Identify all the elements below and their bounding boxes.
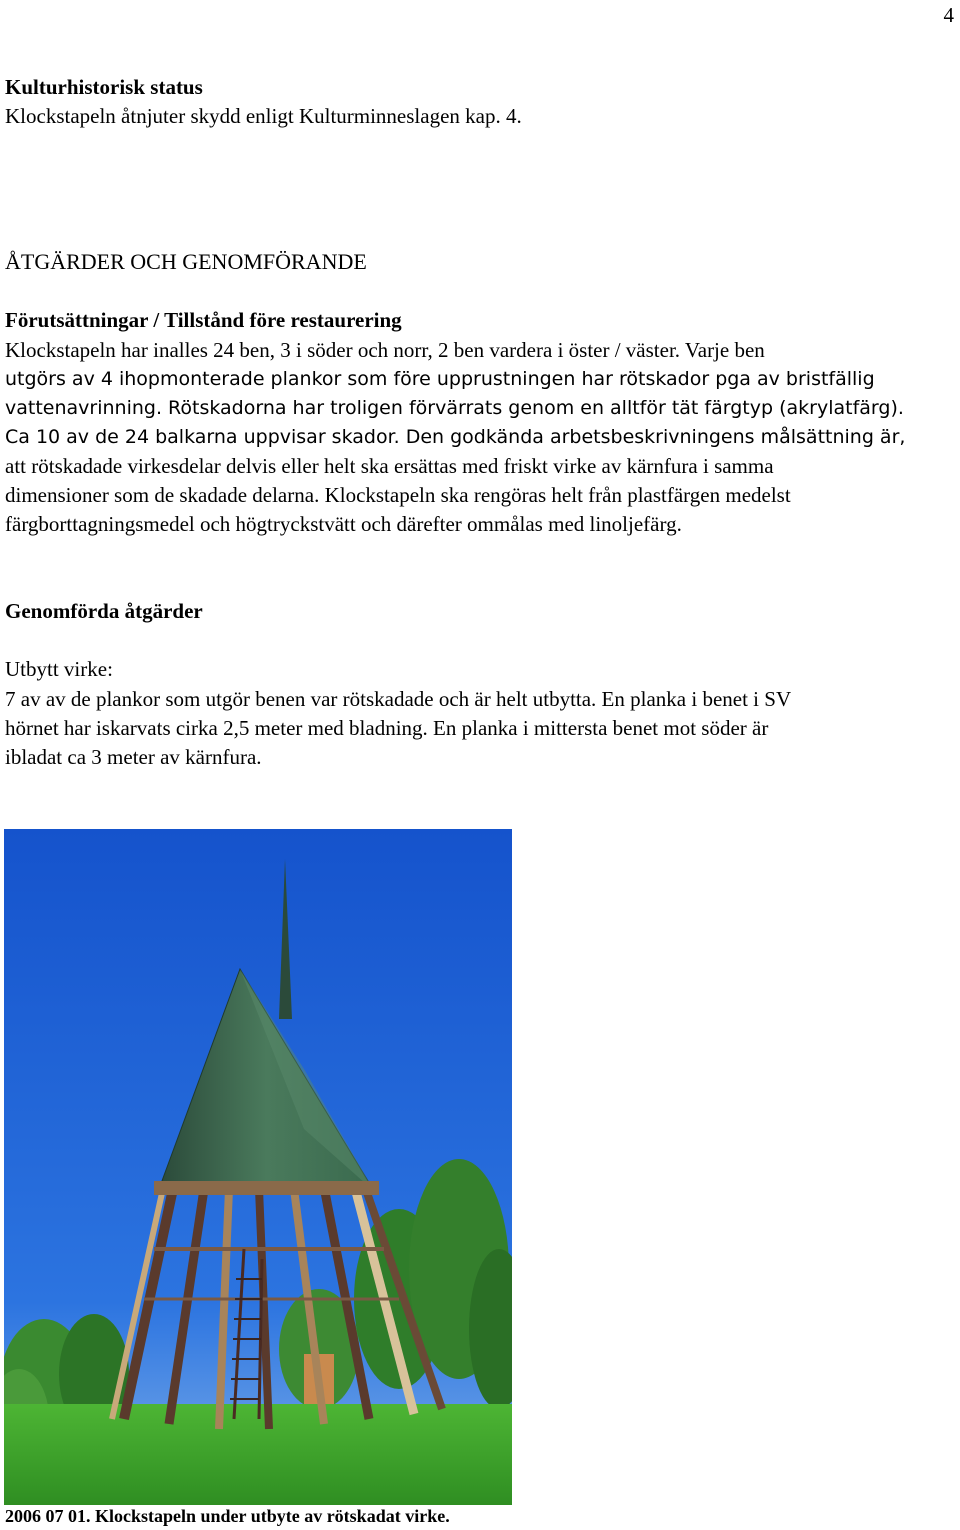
done-line: 7 av av de plankor som utgör benen var rötskadade och är helt utbytta. En planka i benet i SV (5, 687, 792, 711)
bell-tower-photo (4, 829, 512, 1505)
preconditions-line: Klockstapeln har inalles 24 ben, 3 i söder och norr, 2 ben vardera i öster / väster. Varje ben (5, 338, 765, 362)
preconditions-line: utgörs av 4 ihopmonterade plankor som före upprustningen har rötskador pga av bristfällig (5, 368, 875, 390)
done-heading: Genomförda åtgärder (5, 599, 203, 623)
preconditions-line: vattenavrinning. Rötskadorna har troligen förvärrats genom en alltför tät färgtyp (akrylatfärg). (5, 397, 904, 419)
photo-caption: 2006 07 01. Klockstapeln under utbyte av rötskadat virke. (5, 1506, 450, 1526)
grass (4, 1404, 512, 1505)
done-line: hörnet har iskarvats cirka 2,5 meter med bladning. En planka i mittersta benet mot söder är (5, 716, 769, 740)
status-heading: Kulturhistorisk status (5, 75, 203, 99)
preconditions-line: att rötskadade virkesdelar delvis eller helt ska ersättas med friskt virke av kärnfura i samma (5, 454, 774, 478)
preconditions-line (5, 423, 905, 452)
section-title: ÅTGÄRDER OCH GENOMFÖRANDE (5, 249, 367, 274)
preconditions-line: dimensioner som de skadade delarna. Klockstapeln ska rengöras helt från plastfärgen medelst (5, 483, 791, 507)
done-subheading: Utbytt virke: (5, 657, 113, 681)
preconditions-line-part: Ca 10 av de 24 balkarna uppvisar skador. Den godkända arbetsbeskrivningens målsättning är, (5, 426, 906, 448)
preconditions-line: färgborttagningsmedel och högtryckstvätt och därefter ommålas med linoljefärg. (5, 512, 682, 536)
page-number: 4 (943, 3, 954, 27)
done-line: ibladat ca 3 meter av kärnfura. (5, 745, 262, 769)
preconditions-heading: Förutsättningar / Tillstånd före restaurering (5, 308, 402, 332)
status-text: Klockstapeln åtnjuter skydd enligt Kulturminneslagen kap. 4. (5, 104, 522, 128)
